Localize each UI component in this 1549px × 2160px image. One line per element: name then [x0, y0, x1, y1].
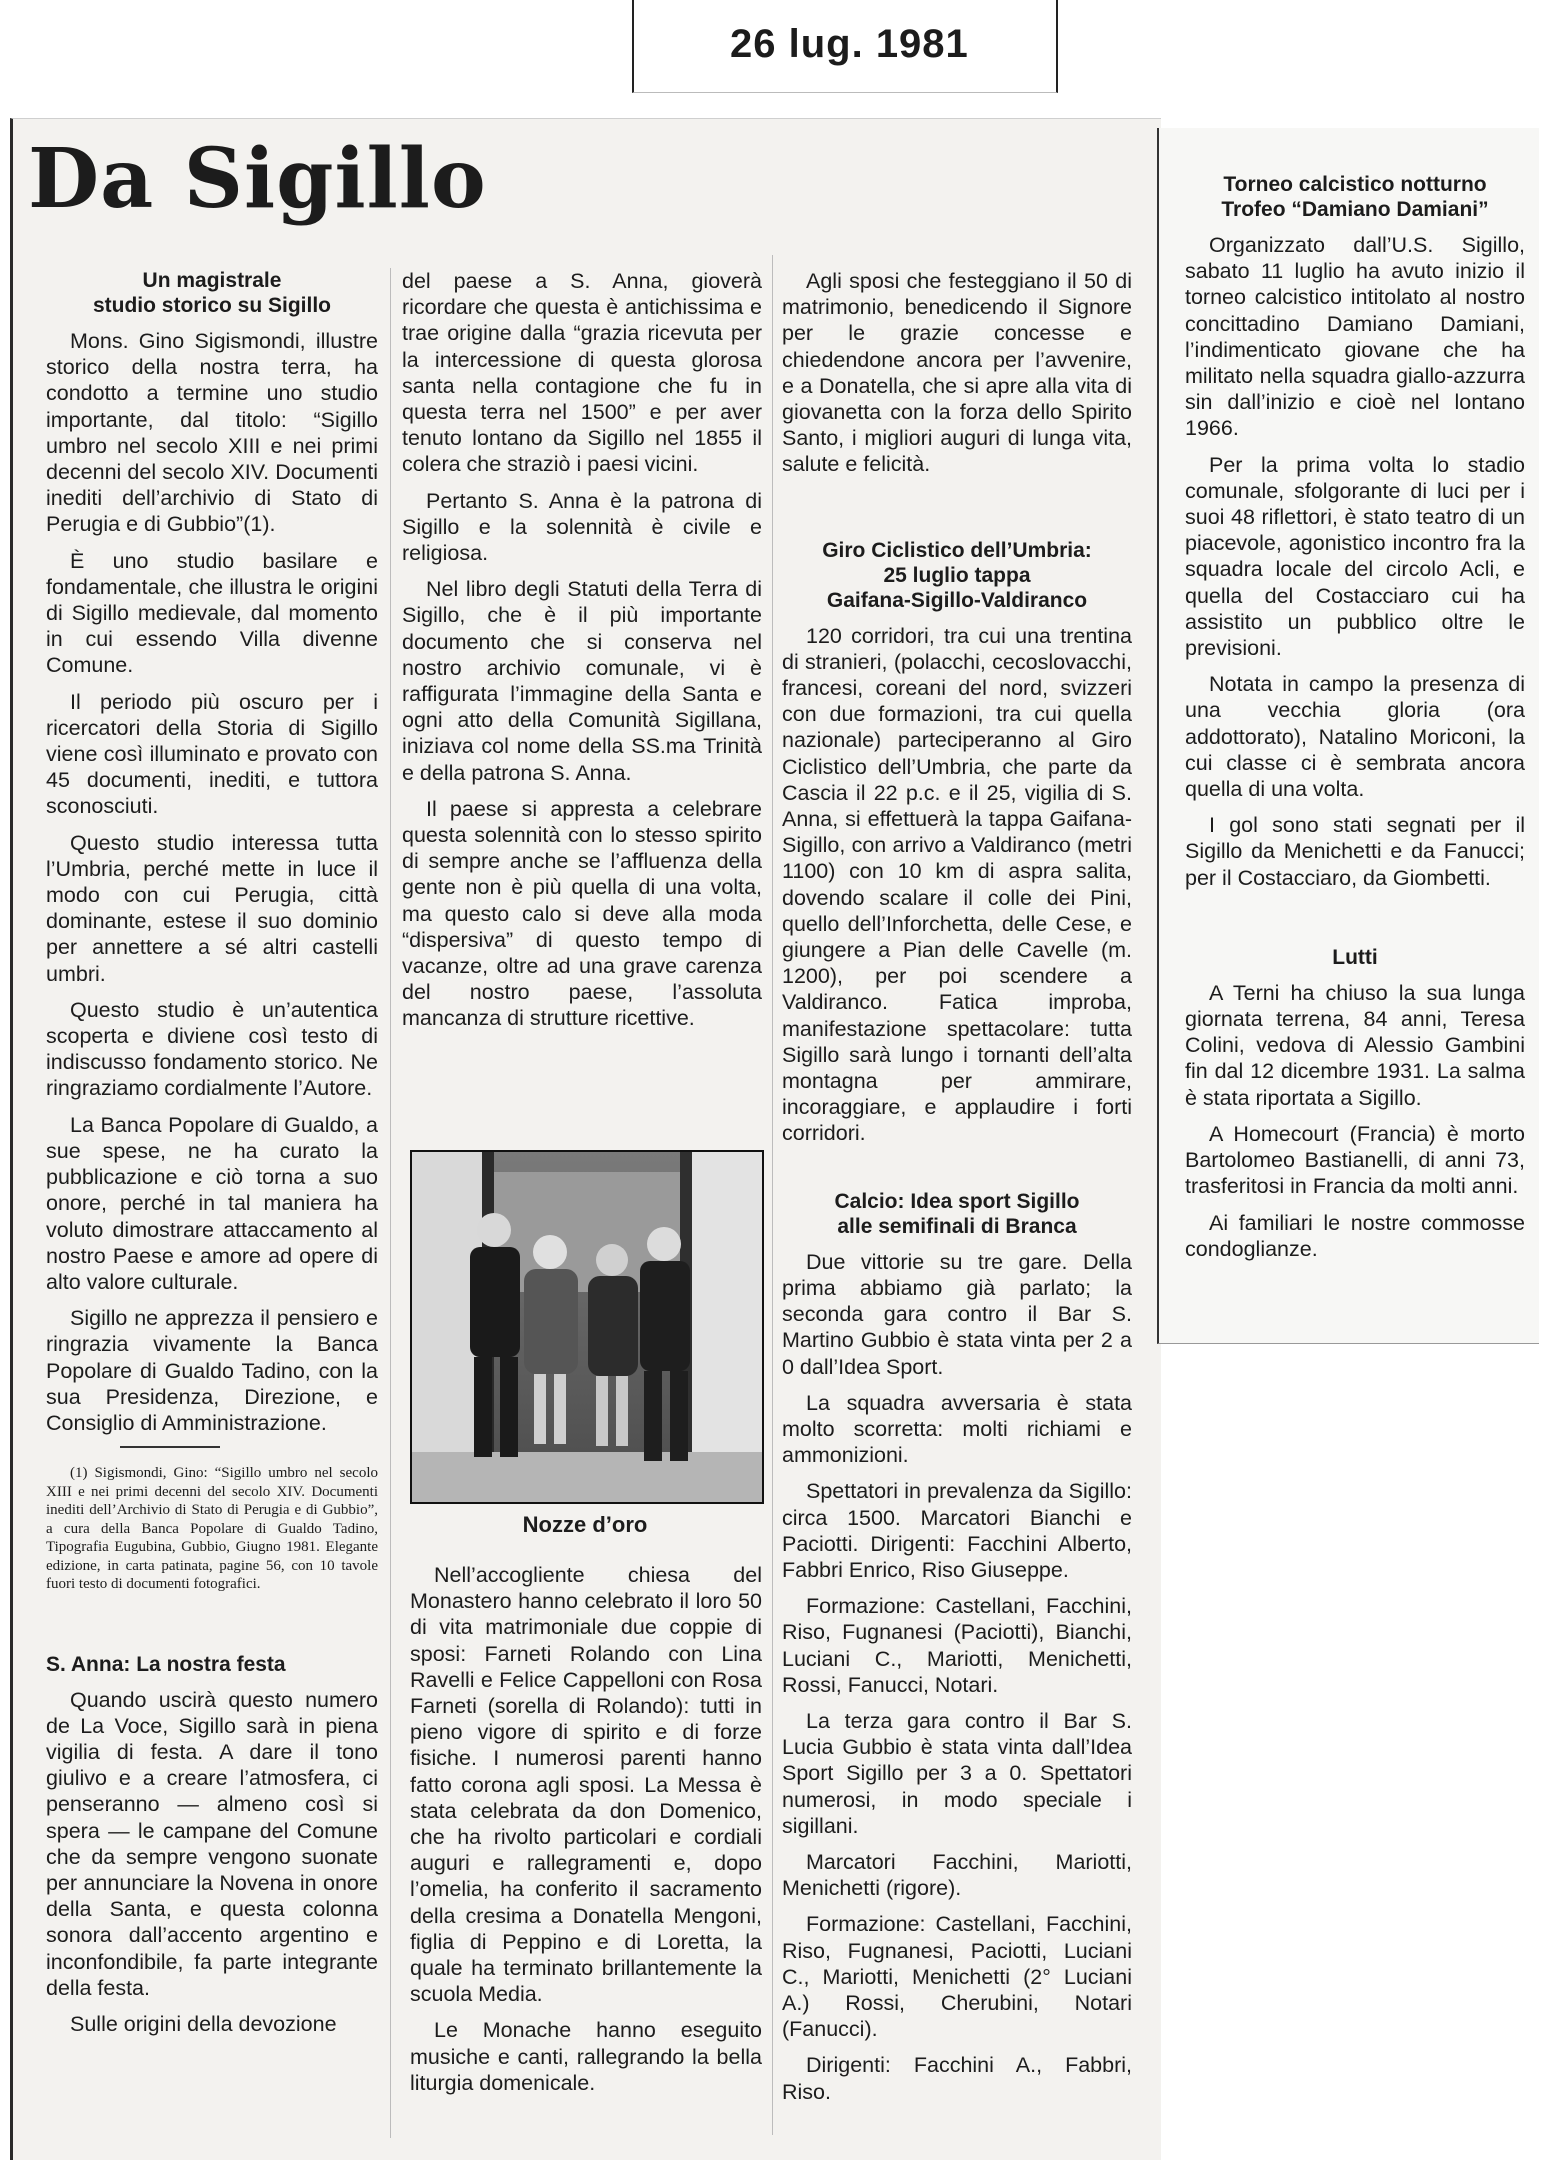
headline-line: studio storico su Sigillo [92, 294, 331, 317]
column-3 [782, 268, 1132, 2115]
article-headline-lutti: Lutti [1332, 945, 1378, 969]
paragraph: Notata in campo la presenza di una vecchia gloria (ora addottorato), Natalino Moriconi, la cui classe ci è sembrata ancora quella di una volta. [1185, 672, 1525, 802]
column-divider [390, 268, 391, 2138]
paragraph: A Terni ha chiuso la sua lunga giornata terrena, 84 anni, Teresa Colini, vedova di Alessio Gambini fin dal 12 dicembre 1931. La salma è stata riportata a Sigillo. [1185, 980, 1525, 1110]
column-4 [1185, 172, 1525, 1272]
paragraph: Sigillo ne apprezza il pensiero e ringrazia vivamente la Banca Popolare di Gualdo Tadino, con la sua Presidenza, Direzione, e Consiglio di Amministrazione. [46, 1306, 378, 1435]
paragraph: È uno studio basilare e fondamentale, che illustra le origini di Sigillo medievale, dal momento in cui essendo Villa divenne Comune. [46, 548, 378, 678]
paragraph: I gol sono stati segnati per il Sigillo da Menichetti e da Fanucci; per il Costacciaro, da Giombetti. [1185, 813, 1525, 890]
column-1 [46, 268, 378, 2047]
photo-image [412, 1152, 762, 1502]
paragraph: Ai familiari le nostre commosse condoglianze. [1185, 1210, 1525, 1261]
paragraph: Spettatori in prevalenza da Sigillo: circa 1500. Marcatori Bianchi e Paciotti. Dirigenti: Facchini Alberto, Fabbri Enrico, Riso Giuseppe. [782, 1479, 1132, 1582]
paragraph: Il periodo più oscuro per i ricercatori della Storia di Sigillo viene così illuminato e provato con 45 documenti, inediti, e tuttora sconosciuti. [46, 689, 378, 819]
headline-line: 25 luglio tappa [883, 563, 1031, 587]
headline-line: Trofeo “Damiano Damiani” [1221, 198, 1489, 221]
footnote: (1) Sigismondi, Gino: “Sigillo umbro nel secolo XIII e nei primi decenni del secolo XIV. Documenti inediti dell’Archivio di Stato di Perugia e di Gubbio”, a cura della Banca Popolare di Gualdo Tadino, Tipografia Eugubina, Gubbio, Giugno 1981. Elegante edizione, in carta patinata, pagine 56, con 10 tavole fuori testo di documenti fotografici. [46, 1465, 378, 1593]
paragraph: Due vittorie su tre gare. Della prima abbiamo già parlato; la seconda gara contro il Bar S. Martino Gubbio è stata vinta per 2 a 0 dall’Idea Sport. [782, 1249, 1132, 1379]
headline-line: Calcio: Idea sport Sigillo [834, 1189, 1080, 1213]
paragraph: La squadra avversaria è stata molto scorretta: molti richiami e ammonizioni. [782, 1390, 1132, 1468]
paragraph: La Banca Popolare di Gualdo, a sue spese, ne ha curato la pubblicazione e ciò torna a suo onore, perché in tal maniera ha voluto dimostrare attaccamento al nostro Paese e amore ad opere di alto valore culturale. [46, 1112, 378, 1294]
column-divider [772, 255, 773, 2135]
paragraph: Pertanto S. Anna è la patrona di Sigillo e la solennità è civile e religiosa. [402, 488, 762, 566]
footnote-rule [120, 1446, 220, 1448]
headline-line: alle semifinali di Branca [837, 1214, 1077, 1238]
headline-line: Gaifana-Sigillo-Valdiranco [826, 588, 1088, 612]
paragraph: Sulle origini della devozione [70, 2012, 337, 2037]
article-headline-torneo [1185, 172, 1525, 222]
date-stamp-box [632, 0, 1058, 93]
paragraph: Il paese si appresta a celebrare questa solennità con lo stesso spirito di sempre anche se l’affluenza della gente non è più quella di una volta, ma questo calo si deve alla moda “dispersiva” di questo tempo di vacanze, oltre ad una grave carenza del nostro paese, l’assoluta mancanza di strutture ricettive. [402, 796, 762, 1031]
paragraph: Formazione: Castellani, Facchini, Riso, Fugnanesi, Paciotti, Luciani C., Mariotti, Menichetti (2° Luciani A.) Rossi, Cherubini, Notari (Fanucci). [782, 1912, 1132, 2042]
paragraph: Dirigenti: Facchini A., Fabbri, Riso. [782, 2053, 1132, 2104]
headline-line: Un magistrale [142, 269, 282, 292]
headline-line: Torneo calcistico notturno [1223, 173, 1487, 196]
column-2-lower [410, 1562, 762, 2106]
article-headline-festa: S. Anna: La nostra festa [46, 1652, 286, 1676]
article-headline-giro [782, 538, 1132, 613]
paragraph: Agli sposi che festeggiano il 50 di matrimonio, benedicendo il Signore per le grazie concesse e chiedendone ancora per l’avvenire, e a Donatella, che si apre alla vita di giovanetta con la forza dello Spirito Santo, i migliori auguri di lunga vita, salute e felicità. [782, 269, 1132, 477]
paragraph: Nel libro degli Statuti della Terra di Sigillo, che è il più importante documento che si conserva nel nostro archivio comunale, vi è raffigurata l’immagine della Santa e ogni atto della Comunità Sigillana, iniziava col nome della SS.ma Trinità e della patrona S. Anna. [402, 577, 762, 785]
paragraph: La terza gara contro il Bar S. Lucia Gubbio è stata vinta dall’Idea Sport Sigillo per 3 a 0. Spettatori numerosi, in modo speciale i sigillani. [782, 1708, 1132, 1838]
date-stamp: 26 lug. 1981 [730, 22, 969, 66]
article-headline-studio [46, 268, 378, 318]
paragraph: Le Monache hanno eseguito musiche e canti, rallegrando la bella liturgia domenicale. [410, 2018, 762, 2095]
paragraph: Marcatori Facchini, Mariotti, Menichetti (rigore). [782, 1849, 1132, 1901]
paragraph: Per la prima volta lo stadio comunale, sfolgorante di luci per i suoi 48 riflettori, è stato teatro di un piacevole, agonistico incontro fra la squadra locale del circolo Acli, e quella del Costacciaro cui ha assistito un pubblico oltre le previsioni. [1185, 452, 1525, 661]
paragraph: Nell’accogliente chiesa del Monastero hanno celebrato il loro 50 di vita matrimoniale due coppie di sposi: Farneti Rolando con Lina Ravelli e Felice Cappelloni con Rosa Farneti (sorella di Rolando): tutti in pieno vigore di spirito e di forze fisiche. I numerosi parenti hanno fatto corona agli sposi. La Messa è stata celebrata da don Domenico, che ha rivolto particolari e cordiali auguri e rallegramenti e, dopo l’omelia, ha conferito il sacramento della cresima a Donatella Mengoni, figlia di Peppino e di Loretta, la quale ha terminato brillantemente la scuola Media. [410, 1563, 762, 2007]
masthead-title: Da Sigillo [28, 131, 487, 227]
paragraph: 120 corridori, tra cui una trentina di stranieri, (polacchi, cecoslovacchi, francesi, coreani del nord, svizzeri con due formazioni, tra cui quella nazionale) parteciperanno al Giro Ciclistico dell’Umbria, che parte da Cascia il 22 p.c. e il 25, vigilia di S. Anna, si effettuerà la tappa Gaifana-Sigillo, con arrivo a Valdiranco (metri 1100) con 10 km di aspra salita, dovendo scalare il colle dei Pini, quello dell’Inforchetta, delle Cese, e giungere a Pian delle Cavelle (m. 1200), per poi scendere a Valdiranco. Fatica improba, manifestazione spettacolare: tutta Sigillo sarà lungo i tornanti dell’alta montagna per ammirare, incoraggiare, e applaudire i forti corridori. [782, 623, 1132, 1146]
article-headline-calcio [782, 1189, 1132, 1239]
paragraph: Quando uscirà questo numero de La Voce, Sigillo sarà in piena vigilia di festa. A dare il tono giulivo e a creare l’atmosfera, ci penseranno — almeno così si spera — le campane del Comune che da sempre vengono suonate per annunciare la Novena in onore della Santa, e questa colonna sonora dall’accento argentino e inconfondibile, fa parte integrante della festa. [46, 1687, 378, 2000]
photo-caption: Nozze d’oro [522, 1512, 648, 1537]
headline-line: Giro Ciclistico dell’Umbria: [822, 538, 1092, 562]
paragraph: del paese a S. Anna, gioverà ricordare che questa è antichissima e trae origine dalla “grazia ricevuta per la intercessione di questa glorosa santa nella contagione che fu in questa terra nel 1500” e per aver tenuto lontano da Sigillo nel 1855 il colera che straziò i paesi vicini. [402, 269, 762, 477]
paragraph: A Homecourt (Francia) è morto Bartolomeo Bastianelli, di anni 73, trasferitosi in Francia da molti anni. [1185, 1121, 1525, 1199]
photo-golden-wedding [410, 1150, 764, 1504]
paragraph: Questo studio interessa tutta l’Umbria, perché mette in luce il modo con cui Perugia, città dominante, estese il suo dominio per annettere a sé altri castelli umbri. [46, 830, 378, 986]
column-2 [402, 268, 762, 1042]
paragraph: Questo studio è un’autentica scoperta e diviene così testo di indiscusso fondamento storico. Ne ringraziamo cordialmente l’Autore. [46, 997, 378, 1101]
paragraph: Mons. Gino Sigismondi, illustre storico della nostra terra, ha condotto a termine uno studio importante, dal titolo: “Sigillo umbro nel secolo XIII e nei primi decenni del secolo XIV. Documenti inediti dell’archivio di Stato di Perugia e di Gubbio”(1). [46, 329, 378, 537]
paragraph: Formazione: Castellani, Facchini, Riso, Fugnanesi (Paciotti), Bianchi, Luciani C., Mariotti, Menichetti, Rossi, Fanucci, Notari. [782, 1594, 1132, 1697]
paragraph: Organizzato dall’U.S. Sigillo, sabato 11 luglio ha avuto inizio il torneo calcistico intitolato al nostro concittadino Damiano Damiani, l’indimenticato giovane che ha militato nella squadra giallo-azzurra sin dall’inizio e cioè nel lontano 1966. [1185, 233, 1525, 441]
